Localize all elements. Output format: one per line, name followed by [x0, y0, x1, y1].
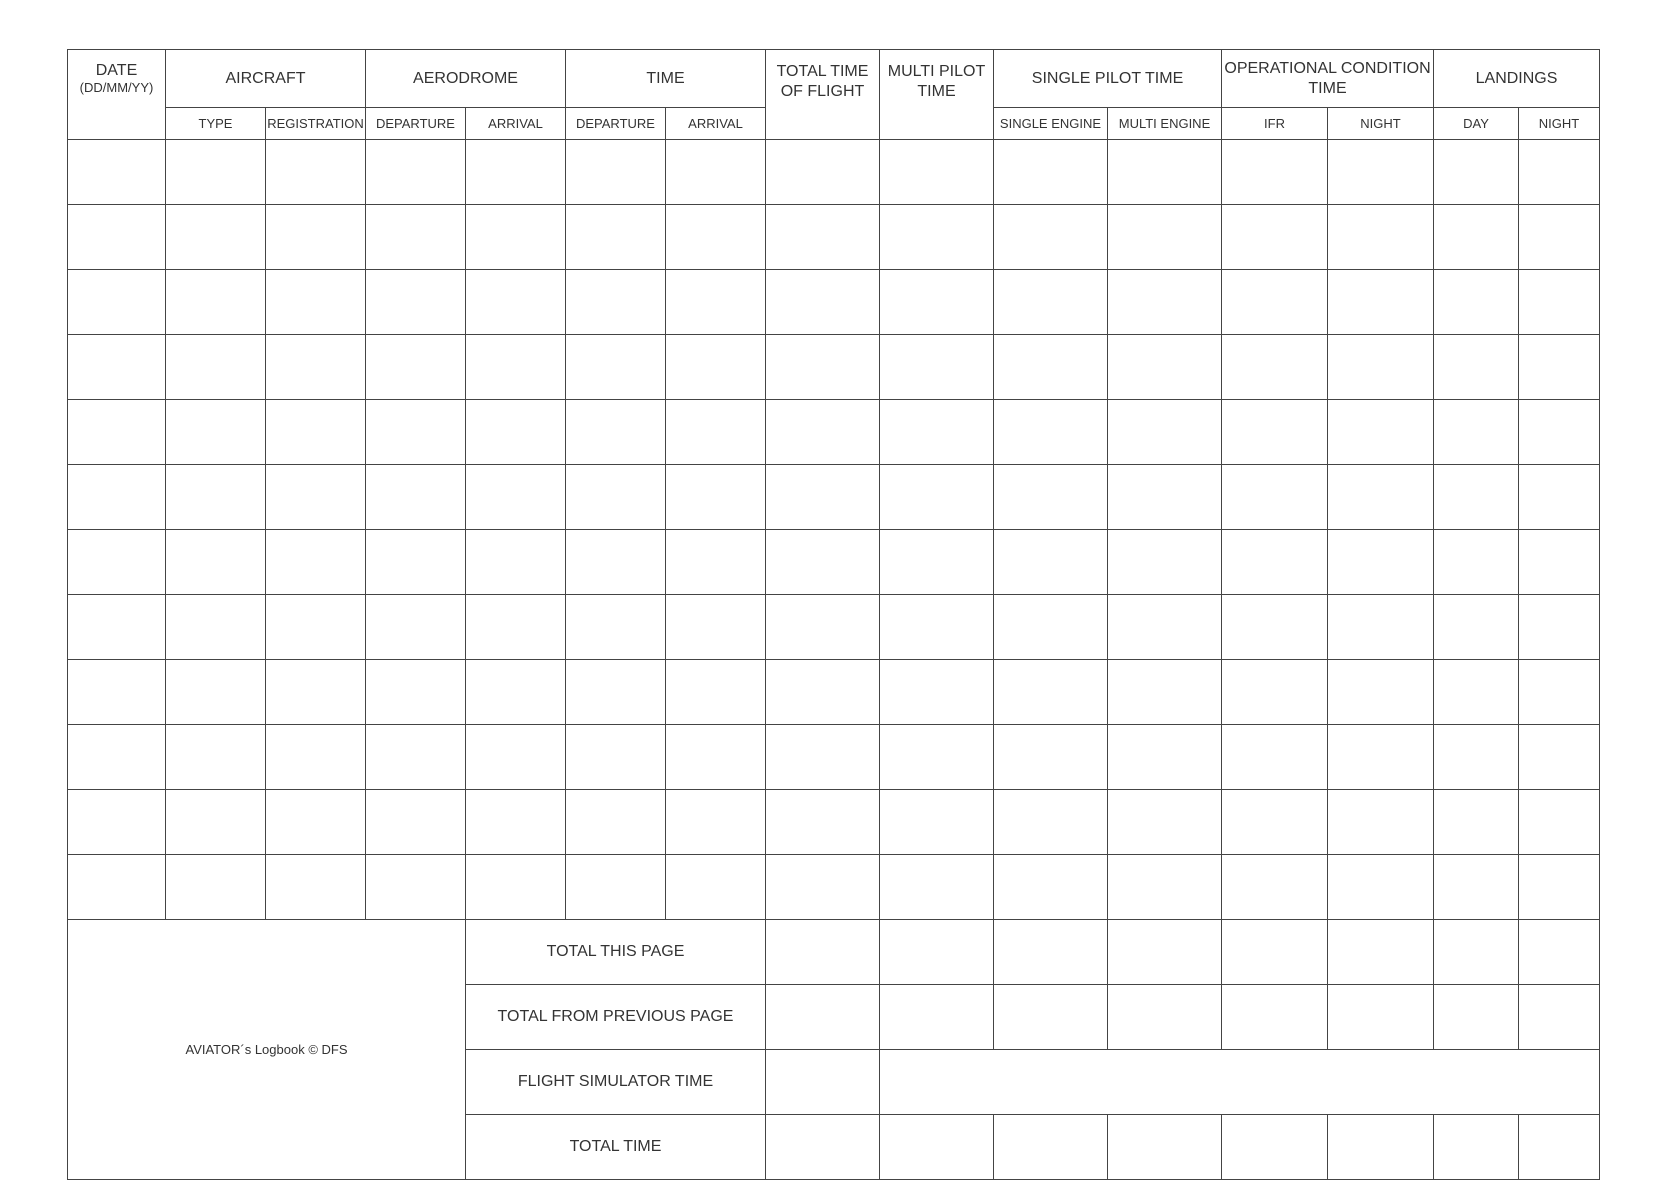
- entry-cell[interactable]: [766, 270, 880, 335]
- entry-cell[interactable]: [1108, 205, 1222, 270]
- total-cell[interactable]: [880, 920, 994, 985]
- table-row: [68, 855, 1600, 920]
- date-label: DATE: [95, 62, 138, 79]
- entry-cell[interactable]: [1108, 400, 1222, 465]
- entry-cell[interactable]: [466, 140, 566, 205]
- total-cell[interactable]: [994, 985, 1108, 1050]
- entry-cell[interactable]: [994, 790, 1108, 855]
- entry-cell[interactable]: [68, 725, 166, 790]
- time-header: TIME: [566, 50, 766, 108]
- entry-cell[interactable]: [1222, 790, 1328, 855]
- total-cell[interactable]: [994, 1115, 1108, 1180]
- entry-cell[interactable]: [1328, 335, 1434, 400]
- entry-cell[interactable]: [766, 725, 880, 790]
- footer-area: [68, 920, 466, 1180]
- entry-cell[interactable]: [1434, 335, 1519, 400]
- entry-cell[interactable]: [68, 595, 166, 660]
- entry-cell[interactable]: [1519, 595, 1600, 660]
- entry-cell[interactable]: [366, 725, 466, 790]
- single-pilot-time-header: SINGLE PILOT TIME: [994, 50, 1222, 108]
- simulator-blank-area: [880, 1050, 1600, 1115]
- total-time-label: TOTAL TIME: [466, 1115, 766, 1180]
- total-previous-page-label: TOTAL FROM PREVIOUS PAGE: [466, 985, 766, 1050]
- entry-cell[interactable]: [1434, 400, 1519, 465]
- entry-cell[interactable]: [994, 660, 1108, 725]
- entry-cell[interactable]: [266, 335, 366, 400]
- logbook-brand: AVIATOR´s Logbook © DFS: [185, 1042, 348, 1057]
- total-cell[interactable]: [1222, 985, 1328, 1050]
- entry-cell[interactable]: [1519, 855, 1600, 920]
- entry-cell[interactable]: [68, 660, 166, 725]
- total-cell[interactable]: [1108, 985, 1222, 1050]
- total-cell[interactable]: [1328, 985, 1434, 1050]
- entry-cell[interactable]: [166, 400, 266, 465]
- entry-cell[interactable]: [68, 205, 166, 270]
- entry-cell[interactable]: [466, 205, 566, 270]
- entry-cell[interactable]: [880, 725, 994, 790]
- entry-cell[interactable]: [880, 855, 994, 920]
- entry-cell[interactable]: [880, 400, 994, 465]
- entry-cell[interactable]: [566, 205, 666, 270]
- entry-cell[interactable]: [1434, 140, 1519, 205]
- entry-cell[interactable]: [766, 465, 880, 530]
- entry-cell[interactable]: [1519, 790, 1600, 855]
- entry-cell[interactable]: [666, 855, 766, 920]
- entry-cell[interactable]: [994, 595, 1108, 660]
- entry-cell[interactable]: [880, 270, 994, 335]
- entry-cell[interactable]: [466, 270, 566, 335]
- total-cell[interactable]: [1519, 985, 1600, 1050]
- entry-cell[interactable]: [1434, 270, 1519, 335]
- entry-cell[interactable]: [166, 855, 266, 920]
- entry-cell[interactable]: [766, 205, 880, 270]
- total-this-page-label: TOTAL THIS PAGE: [466, 920, 766, 985]
- entry-cell[interactable]: [166, 205, 266, 270]
- entry-cell[interactable]: [766, 335, 880, 400]
- entry-cell[interactable]: [366, 335, 466, 400]
- entry-cell[interactable]: [466, 725, 566, 790]
- entry-cell[interactable]: [166, 270, 266, 335]
- entry-cell[interactable]: [1222, 595, 1328, 660]
- total-cell[interactable]: [1108, 920, 1222, 985]
- entry-cell[interactable]: [366, 270, 466, 335]
- entry-cell[interactable]: [1519, 725, 1600, 790]
- entry-cell[interactable]: [166, 595, 266, 660]
- entry-cell[interactable]: [666, 790, 766, 855]
- landings-day-header: DAY: [1434, 108, 1519, 140]
- total-cell[interactable]: [994, 920, 1108, 985]
- entry-cell[interactable]: [266, 205, 366, 270]
- entry-cell[interactable]: [1519, 335, 1600, 400]
- entry-cell[interactable]: [366, 595, 466, 660]
- entry-cell[interactable]: [366, 790, 466, 855]
- single-engine-header: SINGLE ENGINE: [994, 108, 1108, 140]
- total-cell[interactable]: [766, 920, 880, 985]
- aerodrome-departure-header: DEPARTURE: [366, 108, 466, 140]
- flight-simulator-time-label: FLIGHT SIMULATOR TIME: [466, 1050, 766, 1115]
- entry-cell[interactable]: [1222, 400, 1328, 465]
- table-row: [68, 400, 1600, 465]
- entry-cell[interactable]: [566, 725, 666, 790]
- entry-cell[interactable]: [566, 595, 666, 660]
- total-cell[interactable]: [880, 1115, 994, 1180]
- entry-cell[interactable]: [266, 595, 366, 660]
- entry-cell[interactable]: [1519, 530, 1600, 595]
- entry-cell[interactable]: [1519, 465, 1600, 530]
- entry-cell[interactable]: [1434, 725, 1519, 790]
- entry-cell[interactable]: [766, 660, 880, 725]
- entry-cell[interactable]: [1519, 205, 1600, 270]
- entry-cell[interactable]: [666, 465, 766, 530]
- entry-cell[interactable]: [880, 335, 994, 400]
- aerodrome-arrival-header: ARRIVAL: [466, 108, 566, 140]
- entry-cell[interactable]: [994, 270, 1108, 335]
- simulator-time-cell[interactable]: [766, 1050, 880, 1115]
- entry-cell[interactable]: [666, 400, 766, 465]
- logbook-table: [67, 49, 1600, 1180]
- entry-cell[interactable]: [1222, 270, 1328, 335]
- entry-cell[interactable]: [466, 465, 566, 530]
- entry-cell[interactable]: [1434, 790, 1519, 855]
- total-cell[interactable]: [1328, 920, 1434, 985]
- entry-cell[interactable]: [1328, 595, 1434, 660]
- table-row: [68, 660, 1600, 725]
- entry-cell[interactable]: [68, 855, 166, 920]
- entry-cell[interactable]: [466, 660, 566, 725]
- entry-cell[interactable]: [68, 335, 166, 400]
- entry-cell[interactable]: [166, 790, 266, 855]
- entry-cell[interactable]: [1434, 595, 1519, 660]
- entry-cell[interactable]: [266, 660, 366, 725]
- entry-cell[interactable]: [766, 400, 880, 465]
- entry-cell[interactable]: [466, 335, 566, 400]
- total-cell[interactable]: [1519, 1115, 1600, 1180]
- entry-cell[interactable]: [1434, 465, 1519, 530]
- entry-cell[interactable]: [880, 790, 994, 855]
- total-cell[interactable]: [880, 985, 994, 1050]
- entry-cell[interactable]: [1519, 400, 1600, 465]
- entry-cell[interactable]: [994, 725, 1108, 790]
- entry-cell[interactable]: [994, 465, 1108, 530]
- entry-cell[interactable]: [880, 140, 994, 205]
- total-cell[interactable]: [1328, 1115, 1434, 1180]
- entry-cell[interactable]: [766, 855, 880, 920]
- entry-cell[interactable]: [1222, 335, 1328, 400]
- entry-cell[interactable]: [466, 595, 566, 660]
- entry-cell[interactable]: [994, 855, 1108, 920]
- entry-cell[interactable]: [566, 270, 666, 335]
- entry-cell[interactable]: [766, 595, 880, 660]
- entry-cell[interactable]: [68, 400, 166, 465]
- multi-pilot-time-header: MULTI PILOT TIME: [880, 50, 994, 140]
- entry-cell[interactable]: [880, 660, 994, 725]
- ifr-header: IFR: [1222, 108, 1328, 140]
- entry-cell[interactable]: [466, 400, 566, 465]
- entry-cell[interactable]: [1108, 140, 1222, 205]
- entry-cell[interactable]: [68, 530, 166, 595]
- table-row: [68, 790, 1600, 855]
- entry-cell[interactable]: [880, 205, 994, 270]
- total-cell[interactable]: [1434, 1115, 1519, 1180]
- entry-cell[interactable]: [666, 530, 766, 595]
- entry-cell[interactable]: [1328, 270, 1434, 335]
- entry-cell[interactable]: [566, 465, 666, 530]
- entry-cell[interactable]: [466, 530, 566, 595]
- entry-cell[interactable]: [994, 530, 1108, 595]
- total-cell[interactable]: [1519, 920, 1600, 985]
- total-cell[interactable]: [1434, 985, 1519, 1050]
- entry-cell[interactable]: [266, 790, 366, 855]
- entry-cell[interactable]: [1222, 660, 1328, 725]
- entry-cell[interactable]: [466, 790, 566, 855]
- entry-cell[interactable]: [1328, 790, 1434, 855]
- total-cell[interactable]: [766, 1115, 880, 1180]
- entry-cell[interactable]: [1328, 465, 1434, 530]
- entry-cell[interactable]: [666, 725, 766, 790]
- entry-cell[interactable]: [166, 660, 266, 725]
- table-row: [68, 270, 1600, 335]
- entry-cell[interactable]: [1222, 725, 1328, 790]
- entry-cell[interactable]: [1108, 725, 1222, 790]
- entry-cell[interactable]: [1108, 595, 1222, 660]
- entry-cell[interactable]: [1434, 530, 1519, 595]
- aerodrome-header: AERODROME: [366, 50, 566, 108]
- entry-cell[interactable]: [566, 140, 666, 205]
- table-row: [68, 335, 1600, 400]
- entry-cell[interactable]: [1328, 530, 1434, 595]
- table-row: [68, 530, 1600, 595]
- operational-condition-time-header: OPERATIONAL CONDITION TIME: [1222, 50, 1434, 108]
- aircraft-registration-header: REGISTRATION: [266, 108, 366, 140]
- entry-cell[interactable]: [166, 725, 266, 790]
- entry-cell[interactable]: [166, 335, 266, 400]
- entry-cell[interactable]: [68, 270, 166, 335]
- entry-cell[interactable]: [1434, 660, 1519, 725]
- entry-cell[interactable]: [1434, 205, 1519, 270]
- entry-cell[interactable]: [566, 790, 666, 855]
- total-cell[interactable]: [1434, 920, 1519, 985]
- entry-cell[interactable]: [766, 140, 880, 205]
- entry-cell[interactable]: [266, 140, 366, 205]
- entry-cell[interactable]: [1108, 270, 1222, 335]
- entry-cell[interactable]: [166, 140, 266, 205]
- entry-cell[interactable]: [1328, 205, 1434, 270]
- entry-cell[interactable]: [880, 465, 994, 530]
- entry-cell[interactable]: [666, 595, 766, 660]
- entry-cell[interactable]: [566, 530, 666, 595]
- entry-cell[interactable]: [994, 335, 1108, 400]
- entry-cell[interactable]: [666, 140, 766, 205]
- night-header: NIGHT: [1328, 108, 1434, 140]
- entry-cell[interactable]: [366, 205, 466, 270]
- entry-cell[interactable]: [166, 465, 266, 530]
- time-arrival-header: ARRIVAL: [666, 108, 766, 140]
- entry-cell[interactable]: [366, 400, 466, 465]
- entry-cell[interactable]: [68, 140, 166, 205]
- entry-cell[interactable]: [994, 400, 1108, 465]
- entry-cell[interactable]: [1222, 140, 1328, 205]
- total-time-of-flight-header: TOTAL TIME OF FLIGHT: [766, 50, 880, 140]
- entry-cell[interactable]: [1328, 660, 1434, 725]
- time-departure-header: DEPARTURE: [566, 108, 666, 140]
- entry-cell[interactable]: [566, 660, 666, 725]
- entry-cell[interactable]: [1108, 530, 1222, 595]
- entry-cell[interactable]: [880, 530, 994, 595]
- entry-cell[interactable]: [1222, 530, 1328, 595]
- entry-cell[interactable]: [1222, 205, 1328, 270]
- entry-cell[interactable]: [1108, 790, 1222, 855]
- total-cell[interactable]: [1222, 920, 1328, 985]
- entry-cell[interactable]: [266, 400, 366, 465]
- entry-cell[interactable]: [266, 465, 366, 530]
- entry-cell[interactable]: [994, 205, 1108, 270]
- entry-cell[interactable]: [1328, 400, 1434, 465]
- table-row: [68, 465, 1600, 530]
- entry-cell[interactable]: [666, 205, 766, 270]
- entry-rows: [68, 140, 1600, 920]
- entry-cell[interactable]: [166, 530, 266, 595]
- entry-cell[interactable]: [266, 855, 366, 920]
- entry-cell[interactable]: [1519, 270, 1600, 335]
- entry-cell[interactable]: [366, 530, 466, 595]
- entry-cell[interactable]: [566, 335, 666, 400]
- entry-cell[interactable]: [566, 855, 666, 920]
- entry-cell[interactable]: [366, 855, 466, 920]
- entry-cell[interactable]: [666, 660, 766, 725]
- total-cell[interactable]: [1108, 1115, 1222, 1180]
- entry-cell[interactable]: [1434, 855, 1519, 920]
- entry-cell[interactable]: [766, 790, 880, 855]
- total-cell[interactable]: [766, 985, 880, 1050]
- date-header: [68, 50, 166, 140]
- landings-header: LANDINGS: [1434, 50, 1600, 108]
- total-cell[interactable]: [1222, 1115, 1328, 1180]
- entry-cell[interactable]: [1328, 725, 1434, 790]
- aircraft-header: AIRCRAFT: [166, 50, 366, 108]
- entry-cell[interactable]: [666, 270, 766, 335]
- entry-cell[interactable]: [1108, 660, 1222, 725]
- entry-cell[interactable]: [1222, 465, 1328, 530]
- aircraft-type-header: TYPE: [166, 108, 266, 140]
- table-row: [68, 205, 1600, 270]
- entry-cell[interactable]: [666, 335, 766, 400]
- entry-cell[interactable]: [266, 725, 366, 790]
- entry-cell[interactable]: [1108, 465, 1222, 530]
- table-row: [68, 725, 1600, 790]
- entry-cell[interactable]: [1108, 855, 1222, 920]
- entry-cell[interactable]: [994, 140, 1108, 205]
- landings-night-header: NIGHT: [1519, 108, 1600, 140]
- entry-cell[interactable]: [566, 400, 666, 465]
- entry-cell[interactable]: [1108, 335, 1222, 400]
- entry-cell[interactable]: [1328, 855, 1434, 920]
- entry-cell[interactable]: [1519, 660, 1600, 725]
- entry-cell[interactable]: [366, 465, 466, 530]
- table-row: [68, 595, 1600, 660]
- entry-cell[interactable]: [266, 530, 366, 595]
- entry-cell[interactable]: [366, 140, 466, 205]
- entry-cell[interactable]: [266, 270, 366, 335]
- entry-cell[interactable]: [366, 660, 466, 725]
- entry-cell[interactable]: [68, 790, 166, 855]
- entry-cell[interactable]: [466, 855, 566, 920]
- entry-cell[interactable]: [880, 595, 994, 660]
- entry-cell[interactable]: [68, 465, 166, 530]
- entry-cell[interactable]: [1222, 855, 1328, 920]
- table-row: [68, 140, 1600, 205]
- date-format-label: (DD/MM/YY): [79, 80, 154, 95]
- entry-cell[interactable]: [1328, 140, 1434, 205]
- multi-engine-header: MULTI ENGINE: [1108, 108, 1222, 140]
- entry-cell[interactable]: [1519, 140, 1600, 205]
- entry-cell[interactable]: [766, 530, 880, 595]
